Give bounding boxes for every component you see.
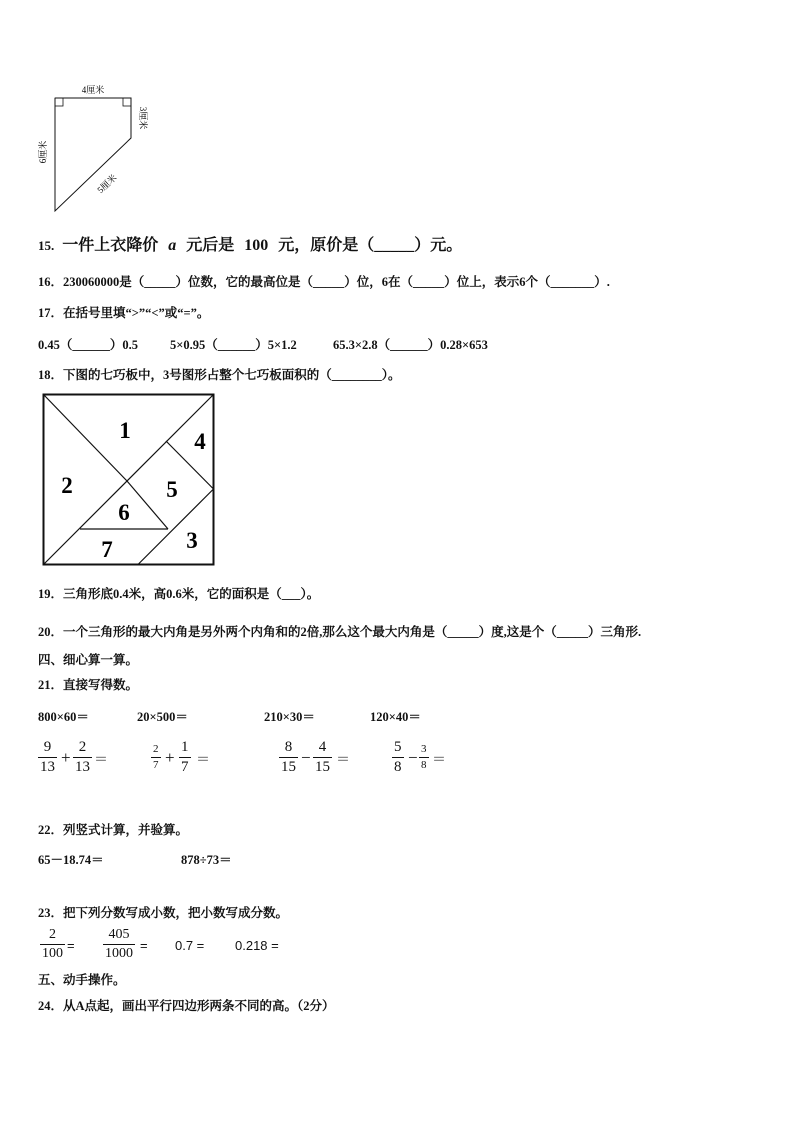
q21-item-2: 20×500＝ xyxy=(137,710,188,724)
fraction: 9 13 xyxy=(40,739,55,775)
tangram-label-7: 7 xyxy=(101,537,113,562)
tangram-label-4: 4 xyxy=(194,429,206,454)
equals: ＝ xyxy=(94,753,108,768)
question-21: 21．直接写得数。 xyxy=(38,678,139,692)
equals: ＝ xyxy=(196,753,210,768)
figure-label-slant: 5厘米 xyxy=(95,172,119,196)
q15-number: 15. xyxy=(38,238,55,253)
operator: + xyxy=(165,748,175,767)
fraction: 405 1000 xyxy=(105,927,133,961)
question-22: 22．列竖式计算，并验算。 xyxy=(38,823,189,837)
section-5-heading: 五、动手操作。 xyxy=(38,973,126,987)
q15-pre: 一件上衣降价 xyxy=(62,237,159,254)
q23-decimal-2: 0.218 = xyxy=(235,938,279,953)
fraction: 2 7 xyxy=(153,743,159,771)
fraction: 4 15 xyxy=(315,739,330,775)
fraction: 8 15 xyxy=(281,739,296,775)
question-17: 17．在括号里填“>”“<”或“=”。 xyxy=(38,306,210,320)
q15-val: 100 xyxy=(244,237,269,254)
q17-item-3: 65.3×2.8（______）0.28×653 xyxy=(333,338,488,352)
fraction: 1 7 xyxy=(181,739,189,775)
operator: + xyxy=(61,748,71,767)
section-4-heading: 四、细心算一算。 xyxy=(38,653,139,667)
fraction: 2 13 xyxy=(75,739,90,775)
figure-label-top: 4厘米 xyxy=(81,85,105,95)
question-24: 24．从A点起，画出平行四边形两条不同的高。（2分） xyxy=(38,999,335,1013)
equals: = xyxy=(67,938,75,953)
tangram-label-6: 6 xyxy=(118,500,130,525)
question-16: 16．230060000是（_____）位数，它的最高位是（_____）位，6在（_____）位上，表示6个（_______）. xyxy=(38,275,610,289)
q22-item-1: 65－18.74＝ xyxy=(38,853,104,867)
operator: − xyxy=(301,748,311,767)
figure-label-right: 3厘米 xyxy=(138,106,148,130)
q15-mid: 元后是 xyxy=(186,237,235,254)
fraction: 2 100 xyxy=(42,927,63,961)
tangram-label-5: 5 xyxy=(166,477,178,502)
q21-item-4: 120×40＝ xyxy=(370,710,421,724)
fraction: 3 8 xyxy=(421,743,427,771)
tangram-label-3: 3 xyxy=(186,528,198,553)
q17-item-1: 0.45（______）0.5 xyxy=(38,338,139,352)
q22-item-2: 878÷73＝ xyxy=(181,853,232,867)
q23-decimal-1: 0.7 = xyxy=(175,938,205,953)
tangram-label-2: 2 xyxy=(61,473,73,498)
question-19: 19．三角形底0.4米，高0.6米，它的面积是（___）。 xyxy=(38,587,320,601)
equals: ＝ xyxy=(336,753,350,768)
question-18: 18．下图的七巧板中，3号图形占整个七巧板面积的（________）。 xyxy=(38,368,401,382)
operator: − xyxy=(408,748,418,767)
equals: ＝ xyxy=(432,753,446,768)
trapezoid-figure xyxy=(36,80,166,220)
question-20: 20．一个三角形的最大内角是另外两个内角和的2倍,那么这个最大内角是（_____）度,这是个（_____）三角形. xyxy=(38,625,642,639)
question-15 xyxy=(38,232,462,255)
q21-item-1: 800×60＝ xyxy=(38,710,89,724)
q17-item-2: 5×0.95（______）5×1.2 xyxy=(170,338,297,352)
equals: = xyxy=(140,938,148,953)
figure-label-left: 6厘米 xyxy=(38,140,48,164)
fraction: 5 8 xyxy=(394,739,402,775)
q21-item-3: 210×30＝ xyxy=(264,710,315,724)
q15-var: a xyxy=(168,237,177,254)
q15-post: 元，原价是（_____）元。 xyxy=(278,237,463,254)
question-23: 23．把下列分数写成小数，把小数写成分数。 xyxy=(38,906,289,920)
tangram-label-1: 1 xyxy=(119,418,131,443)
tangram-figure xyxy=(42,393,217,568)
